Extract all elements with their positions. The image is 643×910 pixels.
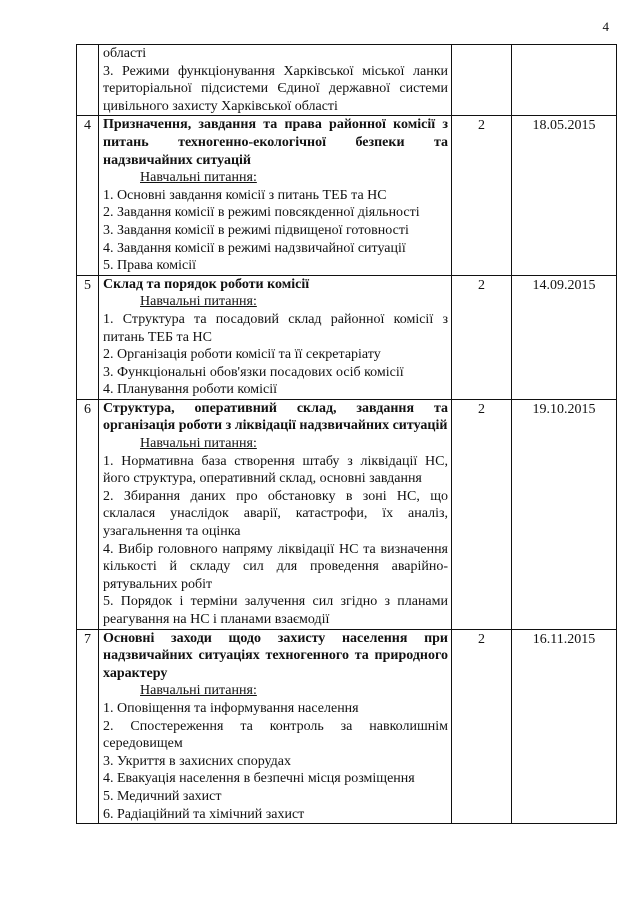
hours-cell: 2 [452,116,512,275]
study-questions-heading: Навчальні питання: [140,170,257,186]
study-question-item: 4. Планування роботи комісії [103,382,277,398]
row-number-cell: 7 [77,629,99,824]
study-question-item: 4. Завдання комісії в режимі надзвичайної ситуації [103,240,406,256]
continuation-line: області [103,46,147,61]
study-question-item: 2. Завдання комісії в режимі повсякденної діяльності [103,205,420,221]
topic-cell [99,45,452,116]
study-questions-heading: Навчальні питання: [140,294,257,310]
hours-cell: 2 [452,399,512,629]
row-number-cell: 5 [77,275,99,399]
study-question-item: 1. Структура та посадовий склад районної комісії з питань ТЕБ та НС [103,311,448,345]
study-question-item: 4. Вибір головного напряму ліквідації НС та визначення кількості й складу сил для проведення аварійно-рятувальних робіт [103,541,448,592]
hours-cell: 2 [452,629,512,824]
table-row [77,629,617,824]
study-questions-heading: Навчальні питання: [140,683,257,699]
schedule-table-body [77,45,617,824]
continuation-line: 3. Режими функціонування Харківської міської ланки територіальної підсистеми Єдиної державної системи цивільного захисту Харківської області [103,63,448,114]
study-question-item: 5. Медичний захист [103,788,222,804]
lesson-title: Склад та порядок роботи комісії [103,276,310,292]
lesson-title: Основні заходи щодо захисту населення при надзвичайних ситуаціях техногенного та природного характеру [103,630,448,681]
study-question-item: 2. Спостереження та контроль за навколишнім середовищем [103,718,448,752]
topic-cell [99,275,452,399]
page-number: 4 [602,19,609,34]
date-cell: 16.11.2015 [512,629,617,824]
lesson-title: Призначення, завдання та права районної комісії з питань техногенно-екологічної безпеки та надзвичайних ситуацій [103,117,448,168]
date-cell: 14.09.2015 [512,275,617,399]
hours-cell [452,45,512,116]
table-row [77,399,617,629]
study-question-item: 2. Організація роботи комісії та її секретаріату [103,347,381,363]
date-cell: 19.10.2015 [512,399,617,629]
study-questions-heading: Навчальні питання: [140,436,257,452]
study-question-item: 4. Евакуація населення в безпечні місця розміщення [103,771,415,787]
row-number-cell [77,45,99,116]
table-row-continuation [77,45,617,116]
row-number-cell: 4 [77,116,99,275]
lesson-title: Структура, оперативний склад, завдання та організація роботи з ліквідації надзвичайних ситуацій [103,400,448,434]
study-question-item: 2. Збирання даних про обстановку в зоні НС, що склалася унаслідок аварії, катастрофи, їх аналіз, узагальнення та оцінка [103,488,448,540]
study-question-item: 5. Порядок і терміни залучення сил згідно з планами реагування на НС і планами взаємодії [103,594,448,627]
study-question-item: 1. Оповіщення та інформування населення [103,700,359,716]
date-cell [512,45,617,116]
study-question-item: 1. Нормативна база створення штабу з ліквідації НС, його структура, оперативний склад, основні завдання [103,453,448,487]
study-question-item: 6. Радіаційний та хімічний захист [103,806,305,822]
topic-cell [99,116,452,275]
hours-cell: 2 [452,275,512,399]
table-row [77,275,617,399]
topic-cell [99,399,452,629]
row-number-cell: 6 [77,399,99,629]
date-cell: 18.05.2015 [512,116,617,275]
schedule-table [76,44,617,824]
study-question-item: 3. Укриття в захисних спорудах [103,753,291,769]
study-question-item: 5. Права комісії [103,258,197,274]
study-question-item: 3. Завдання комісії в режимі підвищеної готовності [103,222,409,238]
table-row [77,116,617,275]
study-question-item: 3. Функціональні обов'язки посадових осіб комісії [103,364,404,380]
topic-cell [99,629,452,824]
study-question-item: 1. Основні завдання комісії з питань ТЕБ та НС [103,187,387,203]
